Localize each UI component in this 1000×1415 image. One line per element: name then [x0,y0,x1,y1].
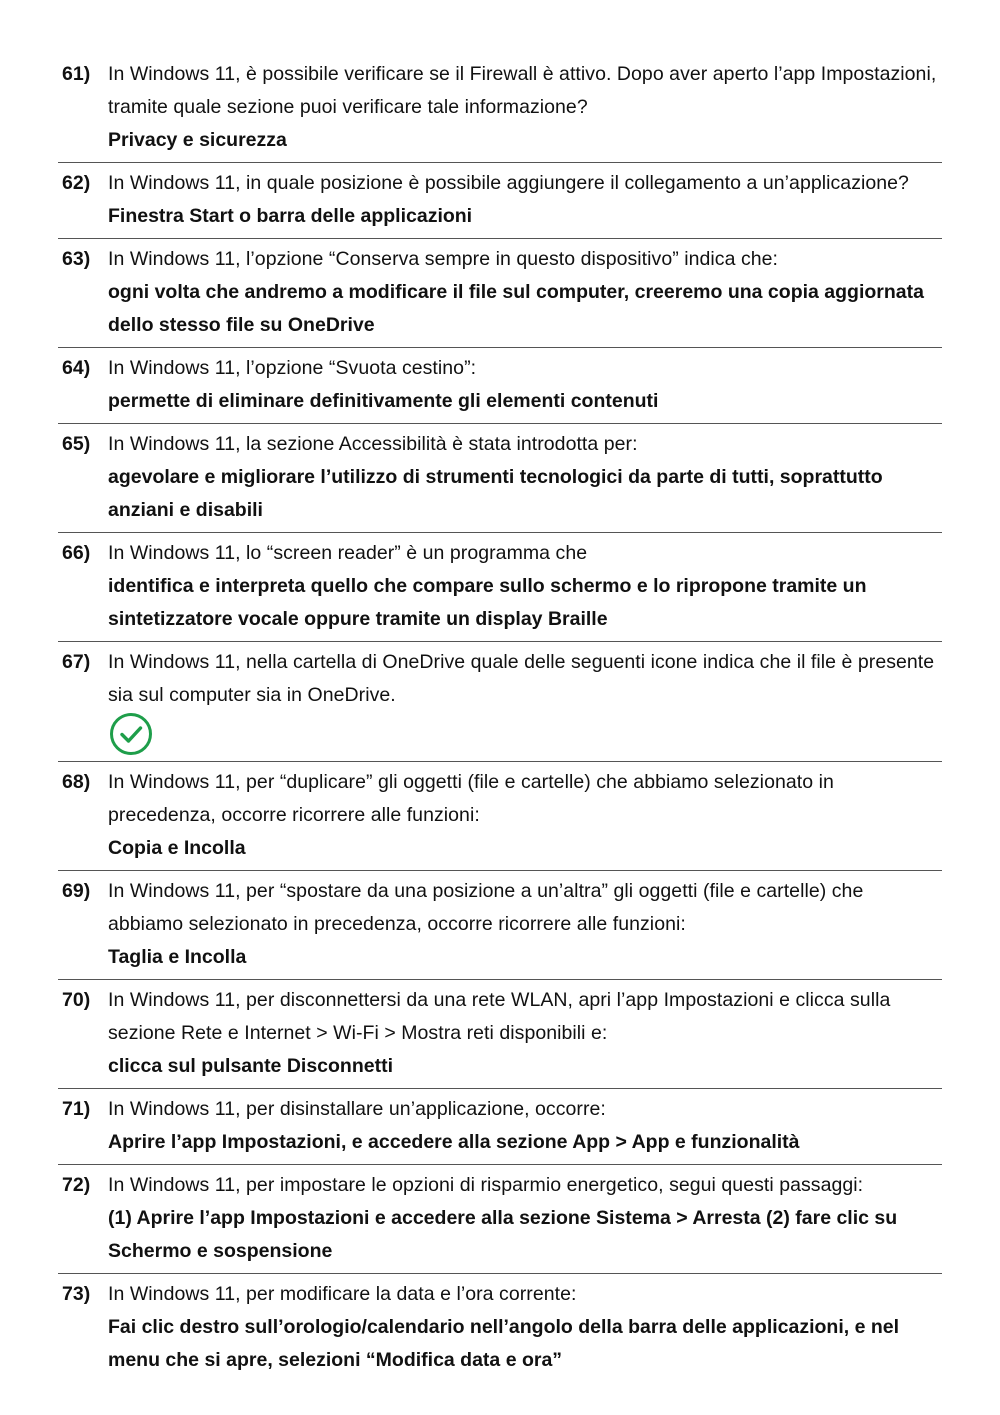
question-number: 69) [62,880,91,902]
answer-text: agevolare e migliorare l’utilizzo di strumenti tecnologici da parte di tutti, soprattutto anziani e disabili [108,466,883,521]
answer-text: identifica e interpreta quello che compare sullo schermo e lo ripropone tramite un sintetizzatore vocale oppure tramite un display Braille [108,575,867,630]
qa-item-66 [58,537,942,642]
question-text: In Windows 11, l’opzione “Conserva sempre in questo dispositivo” indica che: [108,248,779,270]
question-number: 65) [62,433,91,455]
qa-item-67 [58,646,942,762]
question-number: 68) [62,771,91,793]
qa-item-61 [58,58,942,163]
question-number: 72) [62,1174,91,1196]
question-text: In Windows 11, per “spostare da una posizione a un’altra” gli oggetti (file e cartelle) che abbiamo selezionato in precedenza, occorre ricorrere alle funzioni: [108,880,864,935]
green-circle-check-icon [108,711,154,757]
qa-item-72 [58,1169,942,1274]
qa-item-70 [58,984,942,1089]
answer-text: Taglia e Incolla [108,946,247,968]
question-text: In Windows 11, per “duplicare” gli oggetti (file e cartelle) che abbiamo selezionato in precedenza, occorre ricorrere alle funzioni: [108,771,834,826]
question-text: In Windows 11, la sezione Accessibilità è stata introdotta per: [108,433,638,455]
question-number: 62) [62,172,91,194]
qa-item-65 [58,428,942,533]
question-text: In Windows 11, per disinstallare un’applicazione, occorre: [108,1098,606,1120]
question-number: 61) [62,63,91,85]
answer-text: permette di eliminare definitivamente gli elementi contenuti [108,390,659,412]
question-text: In Windows 11, in quale posizione è possibile aggiungere il collegamento a un’applicazione? [108,172,909,194]
answer-text: ogni volta che andremo a modificare il file sul computer, creeremo una copia aggiornata dello stesso file su OneDrive [108,281,924,336]
answer-text: Finestra Start o barra delle applicazioni [108,205,473,227]
question-number: 66) [62,542,91,564]
question-text: In Windows 11, per modificare la data e l’ora corrente: [108,1283,577,1305]
question-number: 70) [62,989,91,1011]
question-number: 63) [62,248,91,270]
qa-item-73 [58,1278,942,1382]
question-text: In Windows 11, per disconnettersi da una rete WLAN, apri l’app Impostazioni e clicca sulla sezione Rete e Internet > Wi-Fi > Mostra reti disponibili e: [108,989,891,1044]
answer-text: Privacy e sicurezza [108,129,287,151]
qa-item-71 [58,1093,942,1165]
answer-text: Aprire l’app Impostazioni, e accedere alla sezione App > App e funzionalità [108,1131,800,1153]
quiz-page [58,58,942,1386]
question-text: In Windows 11, nella cartella di OneDrive quale delle seguenti icone indica che il file è presente sia sul computer sia in OneDrive. [108,651,935,706]
qa-item-68 [58,766,942,871]
question-text: In Windows 11, lo “screen reader” è un programma che [108,542,588,564]
qa-item-69 [58,875,942,980]
qa-item-62 [58,167,942,239]
question-number: 73) [62,1283,91,1305]
answer-text: (1) Aprire l’app Impostazioni e accedere alla sezione Sistema > Arresta (2) fare clic su Schermo e sospensione [108,1207,898,1262]
question-text: In Windows 11, è possibile verificare se il Firewall è attivo. Dopo aver aperto l’app Impostazioni, tramite quale sezione puoi verificare tale informazione? [108,63,937,118]
answer-text: Fai clic destro sull’orologio/calendario nell’angolo della barra delle applicazioni, e nel menu che si apre, selezioni “Modifica data e ora” [108,1316,900,1371]
answer-text: Copia e Incolla [108,837,246,859]
answer-icon-row [108,712,942,756]
question-number: 67) [62,651,91,673]
question-number: 64) [62,357,91,379]
qa-item-63 [58,243,942,348]
qa-item-64 [58,352,942,424]
question-number: 71) [62,1098,91,1120]
answer-text: clicca sul pulsante Disconnetti [108,1055,393,1077]
question-text: In Windows 11, per impostare le opzioni di risparmio energetico, segui questi passaggi: [108,1174,864,1196]
question-text: In Windows 11, l’opzione “Svuota cestino”: [108,357,477,379]
